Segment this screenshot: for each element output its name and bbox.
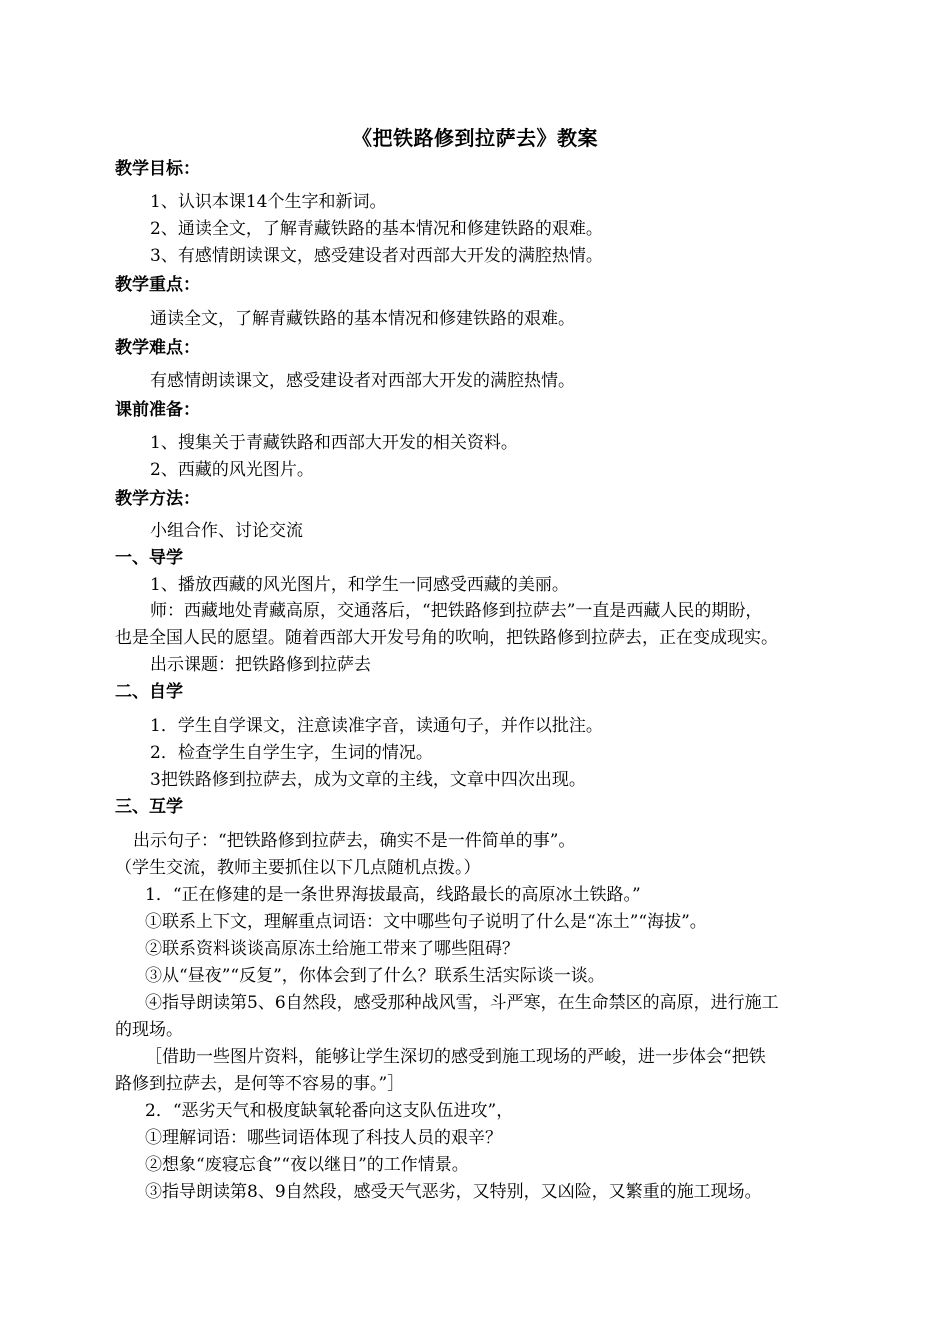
section2-line: 1．学生自学课文，注意读准字音，读通句子，并作以批注。 (150, 716, 603, 736)
preparation-item: 1、搜集关于青藏铁路和西部大开发的相关资料。 (150, 433, 518, 453)
section3-line: 出示句子：“把铁路修到拉萨去，确实不是一件简单的事”。 (133, 831, 576, 851)
section3-line: ［借助一些图片资料，能够让学生深切的感受到施工现场的严峻，进一步体会“把铁 (145, 1047, 766, 1067)
section1-line: 出示课题：把铁路修到拉萨去 (150, 655, 371, 675)
section3-heading: 三、互学 (115, 797, 183, 817)
objective-item: 3、有感情朗读课文，感受建设者对西部大开发的满腔热情。 (150, 246, 603, 266)
section3-line: （学生交流，教师主要抓住以下几点随机点拨。） (115, 858, 481, 878)
difficulties-text: 有感情朗读课文，感受建设者对西部大开发的满腔热情。 (150, 371, 575, 391)
section1-line: 师：西藏地处青藏高原，交通落后，“把铁路修到拉萨去”一直是西藏人民的期盼， (150, 601, 763, 621)
section1-line: 也是全国人民的愿望。随着西部大开发号角的吹响，把铁路修到拉萨去，正在变成现实。 (115, 628, 778, 648)
preparation-heading: 课前准备： (115, 400, 200, 420)
section1-heading: 一、导学 (115, 548, 183, 568)
difficulties-heading: 教学难点： (115, 338, 200, 358)
section2-heading: 二、自学 (115, 682, 183, 702)
objectives-heading: 教学目标： (115, 159, 200, 179)
document-title: 《把铁路修到拉萨去》教案 (352, 126, 598, 150)
section3-line: 的现场。 (115, 1020, 183, 1040)
objective-item: 1、认识本课14个生字和新词。 (150, 192, 387, 212)
method-text: 小组合作、讨论交流 (150, 521, 303, 541)
section1-line: 1、播放西藏的风光图片，和学生一同感受西藏的美丽。 (150, 575, 569, 595)
section3-line: ①联系上下文，理解重点词语：文中哪些句子说明了什么是“冻土”“海拔”。 (145, 912, 707, 932)
section2-line: 2．检查学生自学生字，生词的情况。 (150, 743, 433, 763)
preparation-item: 2、西藏的风光图片。 (150, 460, 314, 480)
section3-line: 1．“正在修建的是一条世界海拔最高，线路最长的高原冰土铁路。” (145, 885, 641, 905)
section3-line: ③指导朗读第8、9自然段，感受天气恶劣，又特别，又凶险，又繁重的施工现场。 (145, 1182, 762, 1202)
section3-line: ②联系资料谈谈高原冻土给施工带来了哪些阻碍？ (145, 939, 519, 959)
section3-line: ①理解词语：哪些词语体现了科技人员的艰辛？ (145, 1128, 502, 1148)
section3-line: ④指导朗读第5、6自然段，感受那种战风雪，斗严寒，在生命禁区的高原，进行施工 (145, 993, 779, 1013)
section3-line: 2．“恶劣天气和极度缺氧轮番向这支队伍进攻”， (145, 1101, 514, 1121)
section3-line: ②想象“废寝忘食”“夜以继日”的工作情景。 (145, 1155, 469, 1175)
section2-line: 3把铁路修到拉萨去，成为文章的主线，文章中四次出现。 (150, 770, 586, 790)
section3-line: ③从“昼夜”“反复”，你体会到了什么？联系生活实际谈一谈。 (145, 966, 605, 986)
key-points-heading: 教学重点： (115, 275, 200, 295)
objective-item: 2、通读全文，了解青藏铁路的基本情况和修建铁路的艰难。 (150, 219, 603, 239)
section3-line: 路修到拉萨去，是何等不容易的事。”］ (115, 1074, 405, 1094)
method-heading: 教学方法： (115, 489, 200, 509)
key-points-text: 通读全文，了解青藏铁路的基本情况和修建铁路的艰难。 (150, 309, 575, 329)
